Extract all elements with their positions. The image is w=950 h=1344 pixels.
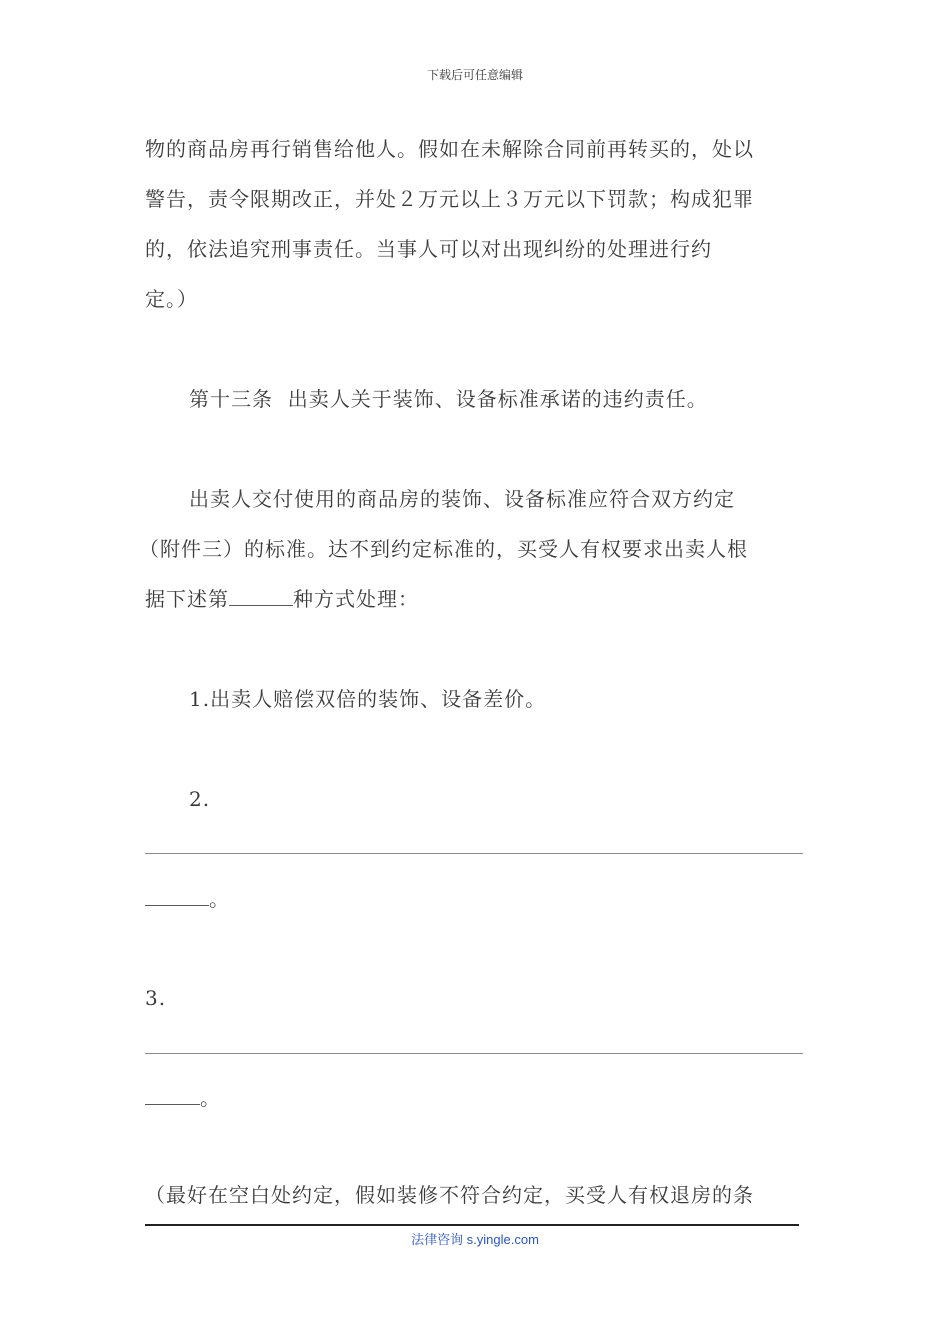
paragraph-line-suffix: 种方式处理： <box>293 587 419 611</box>
footer-link[interactable]: 法律咨询 s.yingle.com <box>411 1232 539 1247</box>
option-2-number: 2. <box>189 787 211 811</box>
paragraph-line: 定。） <box>145 287 198 311</box>
article-13-title: 第十三条 出卖人关于装饰、设备标准承诺的违约责任。 <box>189 387 708 411</box>
option-3-continuation <box>145 1073 805 1123</box>
blank-line <box>145 853 803 854</box>
blank-field <box>145 887 209 906</box>
paragraph-line-prefix: 据下述第 <box>145 587 229 611</box>
option-2-continuation <box>145 874 805 924</box>
page-header: 下载后可任意编辑 <box>426 68 523 82</box>
option-3-end: 。 <box>200 1086 221 1110</box>
blank-field <box>145 1086 200 1105</box>
paragraph-line: 物的商品房再行销售给他人。假如在未解除合同前再转买的，处以 <box>145 137 754 161</box>
option-2-end: 。 <box>209 887 230 911</box>
paragraph-line: （附件三）的标准。达不到约定标准的，买受人有权要求出卖人根 <box>139 537 748 561</box>
paragraph-line: 警告，责令限期改正，并处２万元以上３万元以下罚款；构成犯罪 <box>145 187 754 211</box>
footer-divider <box>145 1224 799 1226</box>
paragraph-line: （最好在空白处约定，假如装修不符合约定，买受人有权退房的条 <box>145 1183 754 1207</box>
paragraph-line <box>145 574 805 624</box>
blank-line <box>145 1053 803 1054</box>
option-1: 1.出卖人赔偿双倍的装饰、设备差价。 <box>189 687 547 711</box>
option-3-number: 3. <box>145 986 167 1010</box>
paragraph-line: 的，依法追究刑事责任。当事人可以对出现纠纷的处理进行约 <box>145 237 712 261</box>
blank-field <box>229 587 293 606</box>
paragraph-line: 出卖人交付使用的商品房的装饰、设备标准应符合双方约定 <box>189 487 735 511</box>
